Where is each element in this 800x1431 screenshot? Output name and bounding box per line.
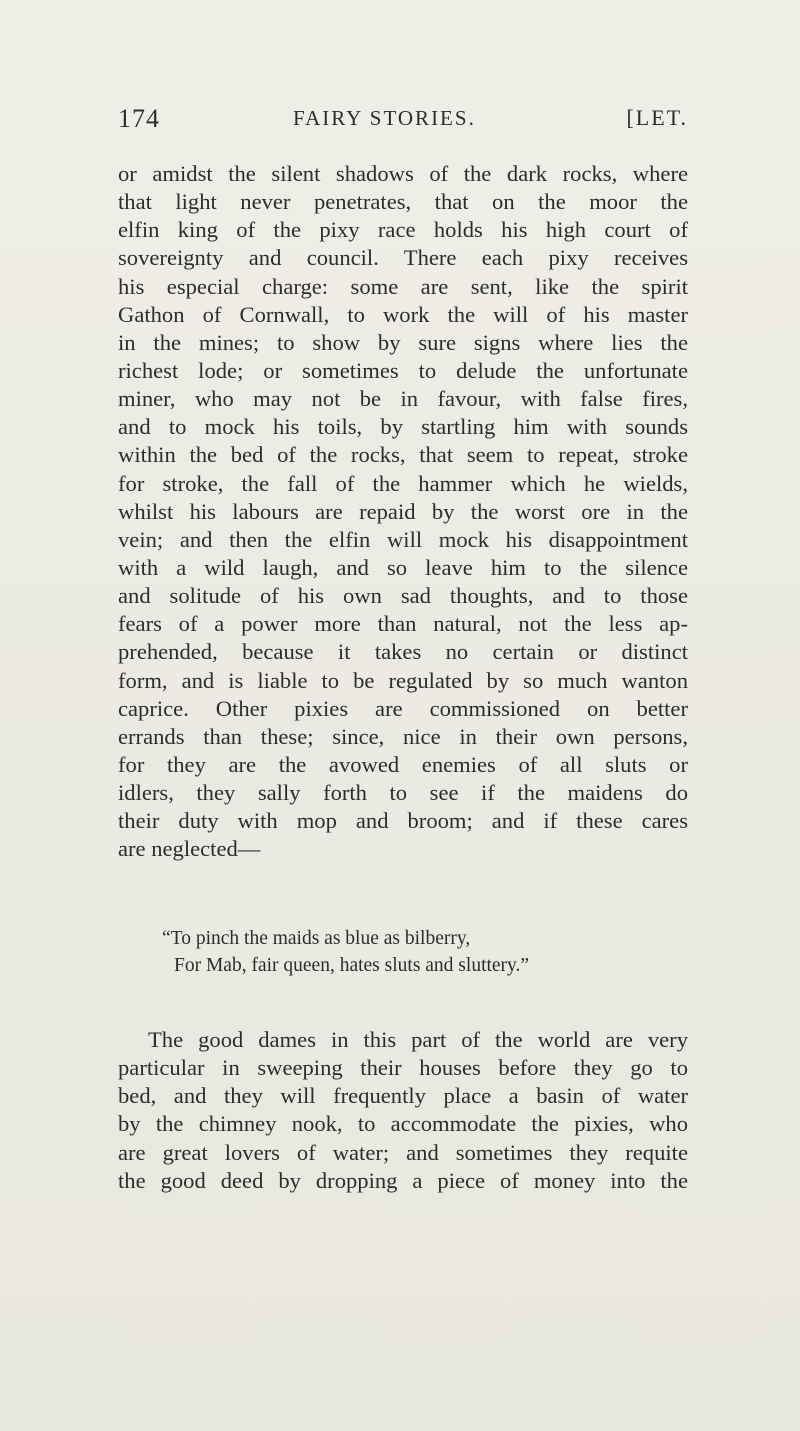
- text-line: vein; and then the elfin will mock his disappointment: [118, 526, 688, 552]
- text-line: are neglected—: [118, 836, 261, 862]
- text-line: miner, who may not be in favour, with false fires,: [118, 386, 688, 412]
- text-line: his especial charge: some are sent, like the spirit: [118, 273, 688, 299]
- text-line: within the bed of the rocks, that seem to repeat, stroke: [118, 442, 688, 468]
- running-header: [118, 104, 688, 138]
- running-title: FAIRY STORIES.: [293, 106, 476, 130]
- text-line: form, and is liable to be regulated by so much wanton: [118, 667, 688, 693]
- text-line: that light never penetrates, that on the moor the: [118, 189, 688, 215]
- text-line: for stroke, the fall of the hammer which he wields,: [118, 470, 688, 496]
- text-line: the good deed by dropping a piece of money into the: [118, 1167, 688, 1193]
- text-line: idlers, they sally forth to see if the maidens do: [118, 780, 688, 806]
- text-line: fears of a power more than natural, not the less ap-: [118, 611, 688, 637]
- text-line: are great lovers of water; and sometimes they requite: [118, 1139, 688, 1165]
- text-line: whilst his labours are repaid by the worst ore in the: [118, 498, 688, 524]
- text-line: and to mock his toils, by startling him with sounds: [118, 414, 688, 440]
- text-line: bed, and they will frequently place a basin of water: [118, 1083, 688, 1109]
- text-line: for they are the avowed enemies of all sluts or: [118, 751, 688, 777]
- page-number: 174: [118, 104, 160, 133]
- text-line: elfin king of the pixy race holds his high court of: [118, 217, 688, 243]
- text-line: sovereignty and council. There each pixy receives: [118, 245, 688, 271]
- text-line: The good dames in this part of the world are very: [148, 1027, 688, 1052]
- page-body: [118, 160, 688, 1193]
- text-line: in the mines; to show by sure signs where lies the: [118, 329, 688, 355]
- verse-line: For Mab, fair queen, hates sluts and sluttery.”: [174, 955, 530, 976]
- verse-line: “To pinch the maids as blue as bilberry,: [162, 928, 471, 949]
- paragraph-1: [118, 160, 688, 864]
- paragraph-2: [118, 1026, 688, 1195]
- text-line: their duty with mop and broom; and if these cares: [118, 808, 688, 834]
- text-line: caprice. Other pixies are commissioned on better: [118, 695, 688, 721]
- chapter-mark: [LET.: [626, 105, 688, 130]
- text-line: with a wild laugh, and so leave him to the silence: [118, 554, 688, 580]
- text-line: Gathon of Cornwall, to work the will of his master: [118, 301, 688, 327]
- verse-quotation: [162, 925, 529, 979]
- text-line: or amidst the silent shadows of the dark rocks, where: [118, 161, 688, 186]
- text-line: and solitude of his own sad thoughts, and to those: [118, 583, 688, 609]
- text-line: prehended, because it takes no certain or distinct: [118, 639, 688, 665]
- text-line: errands than these; since, nice in their own persons,: [118, 723, 688, 749]
- text-line: particular in sweeping their houses before they go to: [118, 1055, 688, 1081]
- text-line: richest lode; or sometimes to delude the unfortunate: [118, 357, 688, 383]
- text-line: by the chimney nook, to accommodate the pixies, who: [118, 1111, 688, 1137]
